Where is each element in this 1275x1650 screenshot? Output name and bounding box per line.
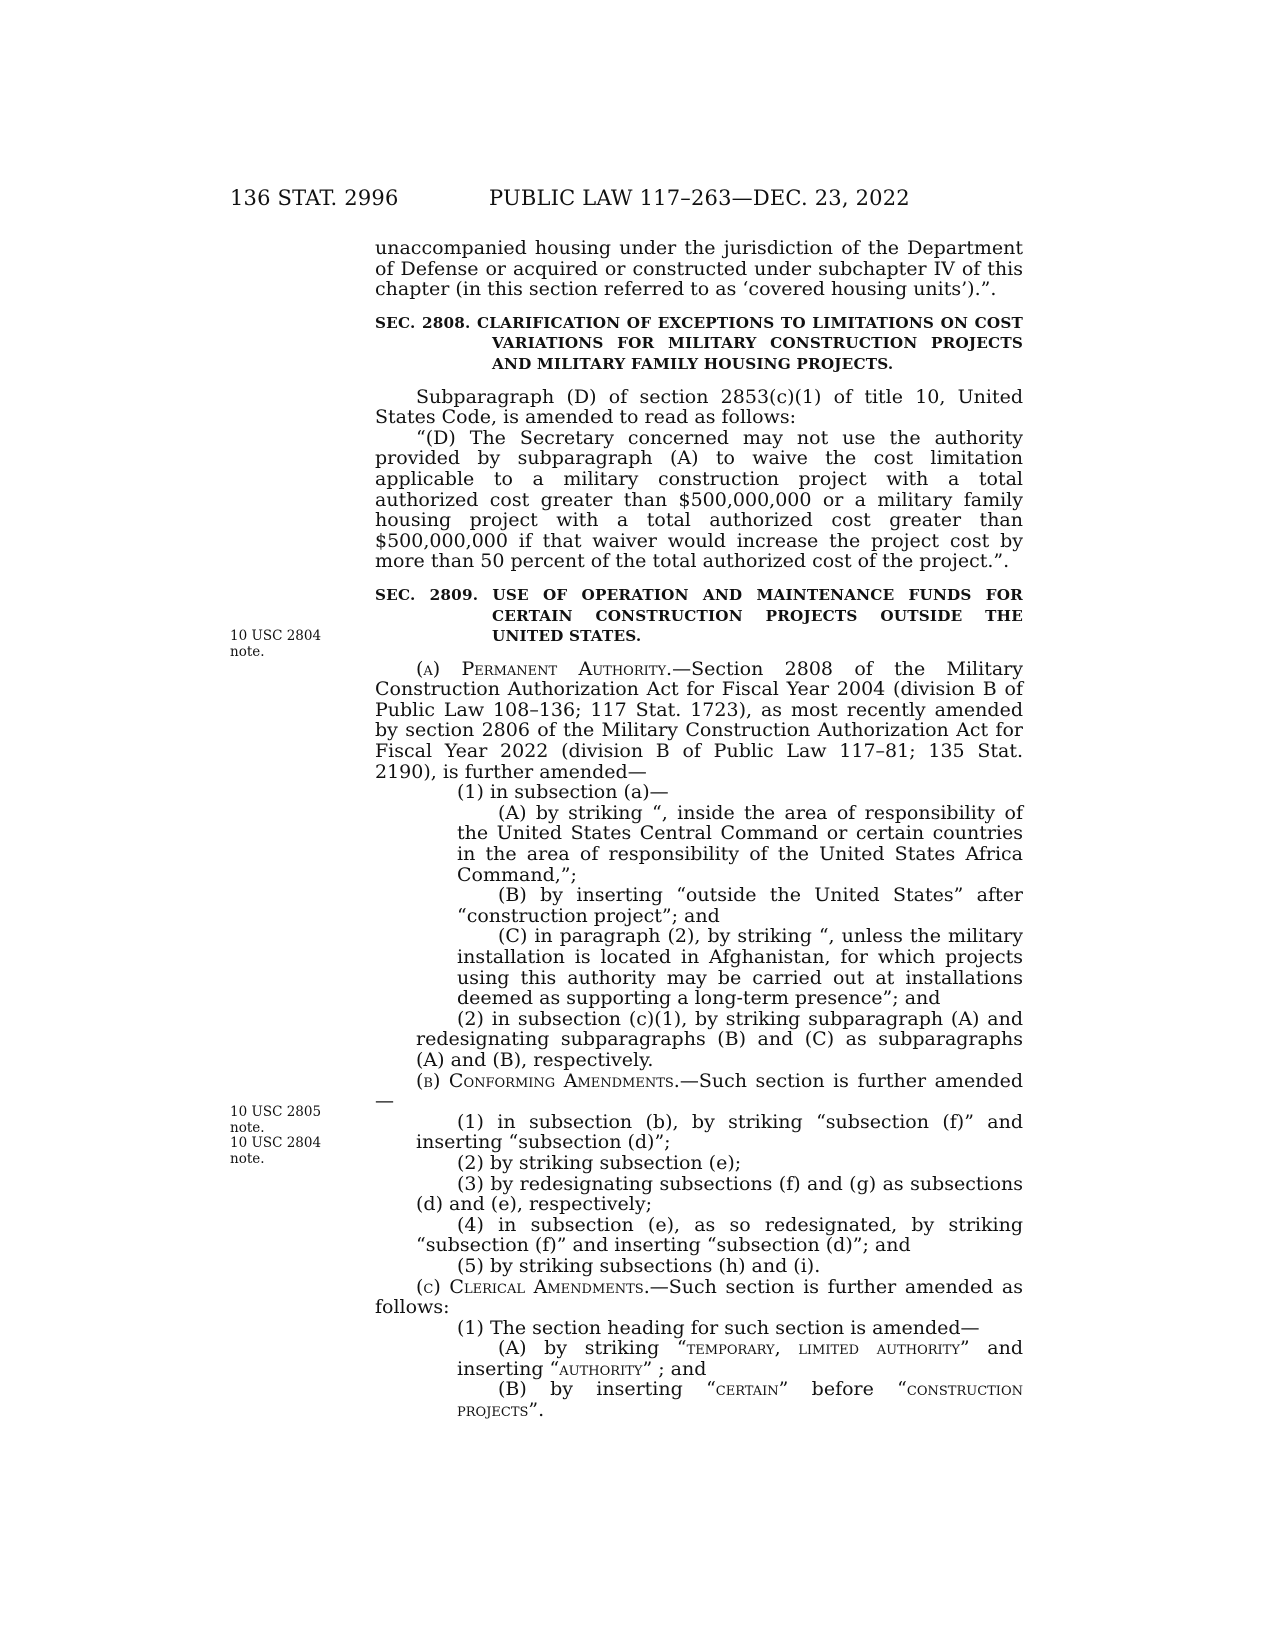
paragraph-b1: (1) in subsection (b), by striking “subsection (f)” and inserting “subsection (d)”; bbox=[416, 1110, 1023, 1154]
running-head: PUBLIC LAW 117–263—DEC. 23, 2022 bbox=[489, 186, 910, 210]
section-heading-2809: SEC. 2809. USE OF OPERATION AND MAINTENANCE FUNDS FOR CERTAIN CONSTRUCTION PROJECTS OUTSIDE THE UNITED STATES. bbox=[375, 585, 1023, 646]
statute-page-number: 136 STAT. 2996 bbox=[230, 186, 399, 210]
subparagraph-c1B: (B) by inserting “certain” before “construction projects”. bbox=[457, 1378, 1023, 1422]
paragraph-a2: (2) in subsection (c)(1), by striking subparagraph (A) and redesignating subparagraphs (B) and (C) as subparagraphs (A) and (B), respectively. bbox=[416, 1007, 1023, 1071]
subsection-b: (b) Conforming Amendments.—Such section is further amended— bbox=[375, 1069, 1023, 1113]
subparagraph-a1A: (A) by striking “, inside the area of responsibility of the United States Central Command or certain countries in the area of responsibility of the United States Africa Command,”; bbox=[457, 801, 1023, 886]
paragraph-a1: (1) in subsection (a)— bbox=[457, 781, 669, 804]
sec-2808-intro: Subparagraph (D) of section 2853(c)(1) of title 10, United States Code, is amended to read as follows: bbox=[375, 385, 1023, 429]
continued-paragraph: unaccompanied housing under the jurisdiction of the Department of Defense or acquired or constructed under subchapter IV of this chapter (in this section referred to as ‘covered housing units’).”. bbox=[375, 237, 1023, 301]
paragraph-b2: (2) by striking subsection (e); bbox=[457, 1151, 742, 1174]
statute-text bbox=[375, 238, 1023, 1421]
subsection-b-heading: (b) Conforming Amendments. bbox=[416, 1069, 680, 1092]
paragraph-b3: (3) by redesignating subsections (f) and (g) as subsections (d) and (e), respectively; bbox=[416, 1172, 1023, 1216]
margin-note-usc-2805-2804: 10 USC 2805 note. 10 USC 2804 note. bbox=[230, 1104, 322, 1167]
paragraph-b4: (4) in subsection (e), as so redesignated, by striking “subsection (f)” and inserting “subsection (d)”; and bbox=[416, 1213, 1023, 1257]
subsection-c-heading: (c) Clerical Amendments. bbox=[416, 1275, 650, 1298]
paragraph-b5: (5) by striking subsections (h) and (i). bbox=[457, 1254, 821, 1277]
section-heading-2808: SEC. 2808. CLARIFICATION OF EXCEPTIONS TO LIMITATIONS ON COST VARIATIONS FOR MILITARY CONSTRUCTION PROJECTS AND MILITARY FAMILY HOUSING PROJECTS. bbox=[375, 313, 1023, 373]
subparagraph-a1B: (B) by inserting “outside the United States” after “construction project”; and bbox=[457, 884, 1023, 927]
paragraph-c1: (1) The section heading for such section is amended— bbox=[457, 1316, 980, 1339]
subsection-a: (a) Permanent Authority.—Section 2808 of the Military Construction Authorization Act for Fiscal Year 2004 (division B of Public Law 108–136; 117 Stat. 1723), as most recently amended by section 2806 of the Military Construction Authorization Act for Fiscal Year 2022 (division B of Public Law 117–81; 135 Stat. 2190), is further amended— bbox=[375, 657, 1023, 783]
margin-note-usc-2804: 10 USC 2804 note. bbox=[230, 628, 322, 660]
sec-2808-amendment-text: “(D) The Secretary concerned may not use the authority provided by subparagraph (A) to waive the cost limitation applicable to a military construction project with a total authorized cost greater than $500,000,000 or a military family housing project with a total authorized cost greater than $500,000,000 if that waiver would increase the project cost by more than 50 percent of the total authorized cost of the project.”. bbox=[375, 426, 1023, 573]
subparagraph-a1C: (C) in paragraph (2), by striking “, unless the military installation is located in Afghanistan, for which projects using this authority may be carried out at installations deemed as supporting a long-term presence”; and bbox=[457, 925, 1023, 1010]
subsection-c: (c) Clerical Amendments.—Such section is further amended as follows: bbox=[375, 1275, 1024, 1319]
subparagraph-c1A: (A) by striking “temporary, limited authority” and inserting “authority” ; and bbox=[457, 1337, 1023, 1380]
subsection-a-heading: (a) Permanent Authority. bbox=[416, 657, 673, 680]
